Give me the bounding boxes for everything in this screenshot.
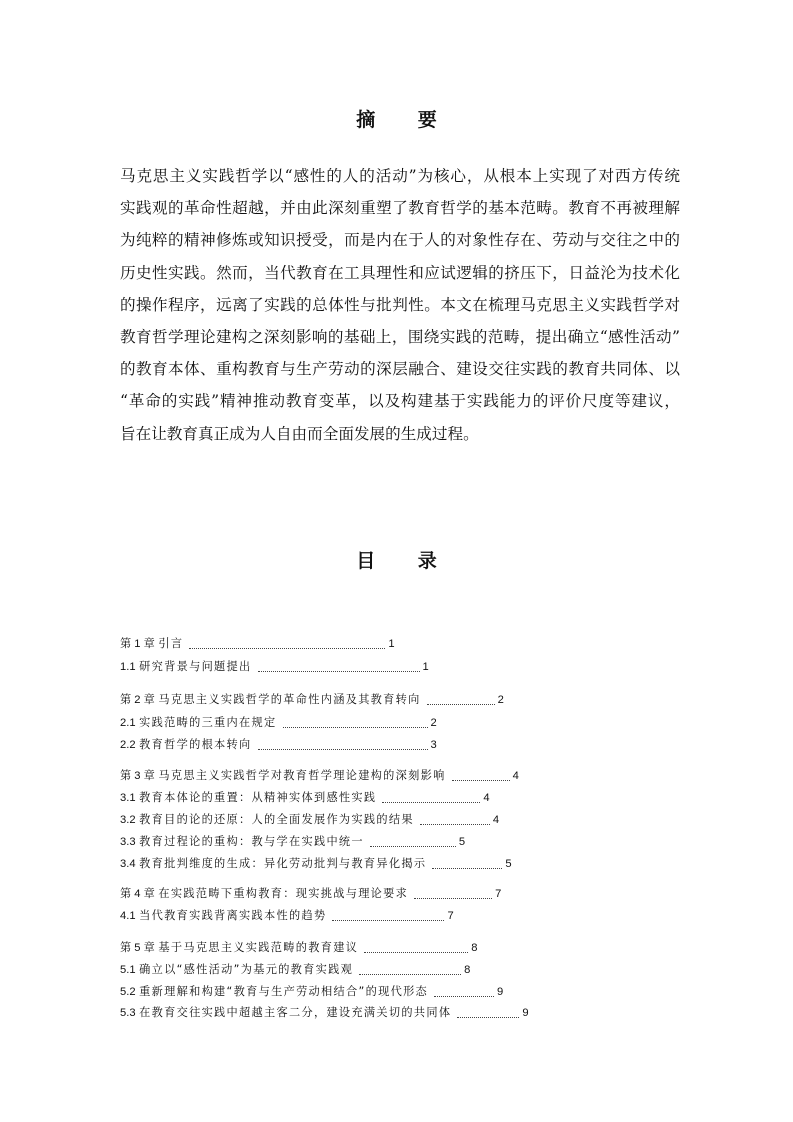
- toc-entry-page: 5: [458, 836, 466, 848]
- toc-entry-number: 3.3: [120, 836, 136, 848]
- abstract-line: 为纯粹的精神修炼或知识授受，而是内在于人的对象性存在、劳动与交往之中的: [120, 231, 680, 250]
- toc-leader-dots: [258, 739, 428, 750]
- toc-entry-number: 2.2: [120, 739, 136, 751]
- toc-entry-number: 第 3 章: [120, 770, 155, 782]
- toc-entry-title: 当代教育实践背离实践本性的趋势: [139, 909, 327, 922]
- toc-leader-dots: [370, 836, 456, 847]
- toc-leader-dots: [432, 858, 502, 869]
- abstract-heading: 摘 要: [356, 109, 455, 131]
- toc-leader-dots: [382, 792, 480, 803]
- toc-entry-title: 确立以“感性活动”为基元的教育实践观: [139, 963, 354, 976]
- toc-entry-page: 7: [447, 910, 454, 922]
- toc-entry-page: 4: [492, 814, 500, 826]
- abstract-line: 教育哲学理论建构之深刻影响的基础上，围绕实践的范畴，提出确立“感性活动”: [120, 327, 680, 346]
- toc-entry-title: 教育目的论的还原：人的全面发展作为实践的结果: [139, 813, 414, 826]
- abstract-line: 历史性实践。然而，当代教育在工具理性和应试逻辑的挤压下，日益沦为技术化: [120, 263, 680, 282]
- toc-entry-page: 2: [497, 694, 504, 706]
- toc-entry-chapter-3[interactable]: [120, 768, 519, 784]
- toc-leader-dots: [283, 717, 428, 728]
- toc-entry-section-3-2[interactable]: [120, 812, 499, 828]
- toc-entry-page: 8: [471, 942, 478, 954]
- toc-entry-page: 7: [495, 888, 502, 900]
- toc-entry-page: 4: [512, 770, 519, 782]
- toc-entry-title: 马克思主义实践哲学对教育哲学理论建构的深刻影响: [158, 769, 446, 782]
- toc-leader-dots: [457, 1007, 519, 1018]
- toc-entry-title: 引言: [158, 637, 184, 650]
- toc-entry-number: 2.1: [120, 717, 136, 729]
- toc-leader-dots: [258, 661, 420, 672]
- toc-entry-number: 5.2: [120, 986, 136, 998]
- toc-entry-chapter-4[interactable]: [120, 886, 501, 902]
- toc-heading: 目 录: [356, 550, 455, 572]
- toc-entry-page: 8: [464, 964, 471, 976]
- toc-leader-dots: [420, 814, 490, 825]
- toc-entry-number: 3.2: [120, 814, 136, 826]
- toc-entry-section-1-1[interactable]: [120, 659, 429, 675]
- toc-entry-title: 教育哲学的根本转向: [139, 738, 252, 751]
- toc-entry-page: 2: [430, 717, 437, 729]
- toc-entry-section-5-2[interactable]: [120, 984, 503, 1000]
- toc-entry-page: 9: [522, 1007, 529, 1019]
- toc-entry-page: 5: [505, 858, 512, 870]
- toc-entry-section-3-1[interactable]: [120, 790, 490, 806]
- toc-leader-dots: [414, 888, 492, 899]
- toc-entry-title: 马克思主义实践哲学的革命性内涵及其教育转向: [158, 693, 421, 706]
- toc-entry-number: 4.1: [120, 910, 136, 922]
- toc-entry-number: 第 5 章: [120, 942, 155, 954]
- toc-entry-number: 第 4 章: [120, 888, 155, 900]
- toc-leader-dots: [189, 638, 385, 649]
- toc-entry-chapter-1[interactable]: [120, 636, 395, 652]
- abstract-line: 的教育本体、重构教育与生产劳动的深层融合、建设交往实践的教育共同体、以: [120, 360, 680, 379]
- toc-entry-section-4-1[interactable]: [120, 908, 454, 924]
- toc-entry-chapter-5[interactable]: [120, 940, 477, 956]
- toc-entry-section-3-3[interactable]: [120, 834, 465, 850]
- toc-entry-section-5-3[interactable]: [120, 1005, 529, 1021]
- toc-entry-section-3-4[interactable]: [120, 856, 512, 872]
- toc-entry-title: 实践范畴的三重内在规定: [139, 716, 277, 729]
- toc-entry-title: 教育批判维度的生成：异化劳动批判与教育异化揭示: [139, 857, 427, 870]
- toc-entry-section-2-1[interactable]: [120, 715, 437, 731]
- toc-entry-page: 1: [388, 638, 395, 650]
- toc-entry-page: 9: [497, 986, 504, 998]
- toc-entry-section-5-1[interactable]: [120, 962, 470, 978]
- toc-leader-dots: [452, 770, 510, 781]
- abstract-line: 的操作程序，远离了实践的总体性与批判性。本文在梳理马克思主义实践哲学对: [120, 295, 680, 314]
- toc-leader-dots: [434, 986, 494, 997]
- toc-entry-chapter-2[interactable]: [120, 692, 504, 708]
- toc-entry-section-2-2[interactable]: [120, 737, 437, 753]
- toc-entry-title: 教育本体论的重置：从精神实体到感性实践: [139, 791, 377, 804]
- toc-entry-number: 第 1 章: [120, 638, 155, 650]
- toc-entry-title: 基于马克思主义实践范畴的教育建议: [158, 941, 359, 954]
- toc-leader-dots: [332, 910, 444, 921]
- toc-entry-number: 第 2 章: [120, 694, 155, 706]
- toc-entry-number: 3.1: [120, 792, 136, 804]
- toc-entry-number: 5.1: [120, 964, 136, 976]
- toc-leader-dots: [364, 942, 468, 953]
- toc-leader-dots: [427, 694, 495, 705]
- toc-entry-page: 3: [430, 739, 437, 751]
- toc-entry-title: 教育过程论的重构：教与学在实践中统一: [139, 835, 364, 848]
- toc-entry-number: 1.1: [120, 661, 136, 673]
- abstract-line: 马克思主义实践哲学以“感性的人的活动”为核心，从根本上实现了对西方传统: [120, 167, 680, 185]
- toc-entry-title: 研究背景与问题提出: [139, 660, 252, 673]
- abstract-paragraph: [120, 160, 680, 450]
- toc-leader-dots: [359, 964, 461, 975]
- toc-entry-title: 在实践范畴下重构教育：现实挑战与理论要求: [158, 887, 409, 900]
- toc-entry-title: 重新理解和构建“教育与生产劳动相结合”的现代形态: [139, 985, 429, 998]
- toc-entry-title: 在教育交往实践中超越主客二分，建设充满关切的共同体: [139, 1006, 452, 1019]
- abstract-line: “革命的实践”精神推动教育变革，以及构建基于实践能力的评价尺度等建议，: [120, 392, 680, 411]
- abstract-line: 旨在让教育真正成为人自由而全面发展的生成过程。: [120, 424, 479, 443]
- toc-entry-number: 3.4: [120, 858, 136, 870]
- toc-entry-page: 4: [483, 792, 490, 804]
- toc-entry-number: 5.3: [120, 1007, 136, 1019]
- abstract-line: 实践观的革命性超越，并由此深刻重塑了教育哲学的基本范畴。教育不再被理解: [120, 199, 680, 218]
- toc-entry-page: 1: [422, 661, 429, 673]
